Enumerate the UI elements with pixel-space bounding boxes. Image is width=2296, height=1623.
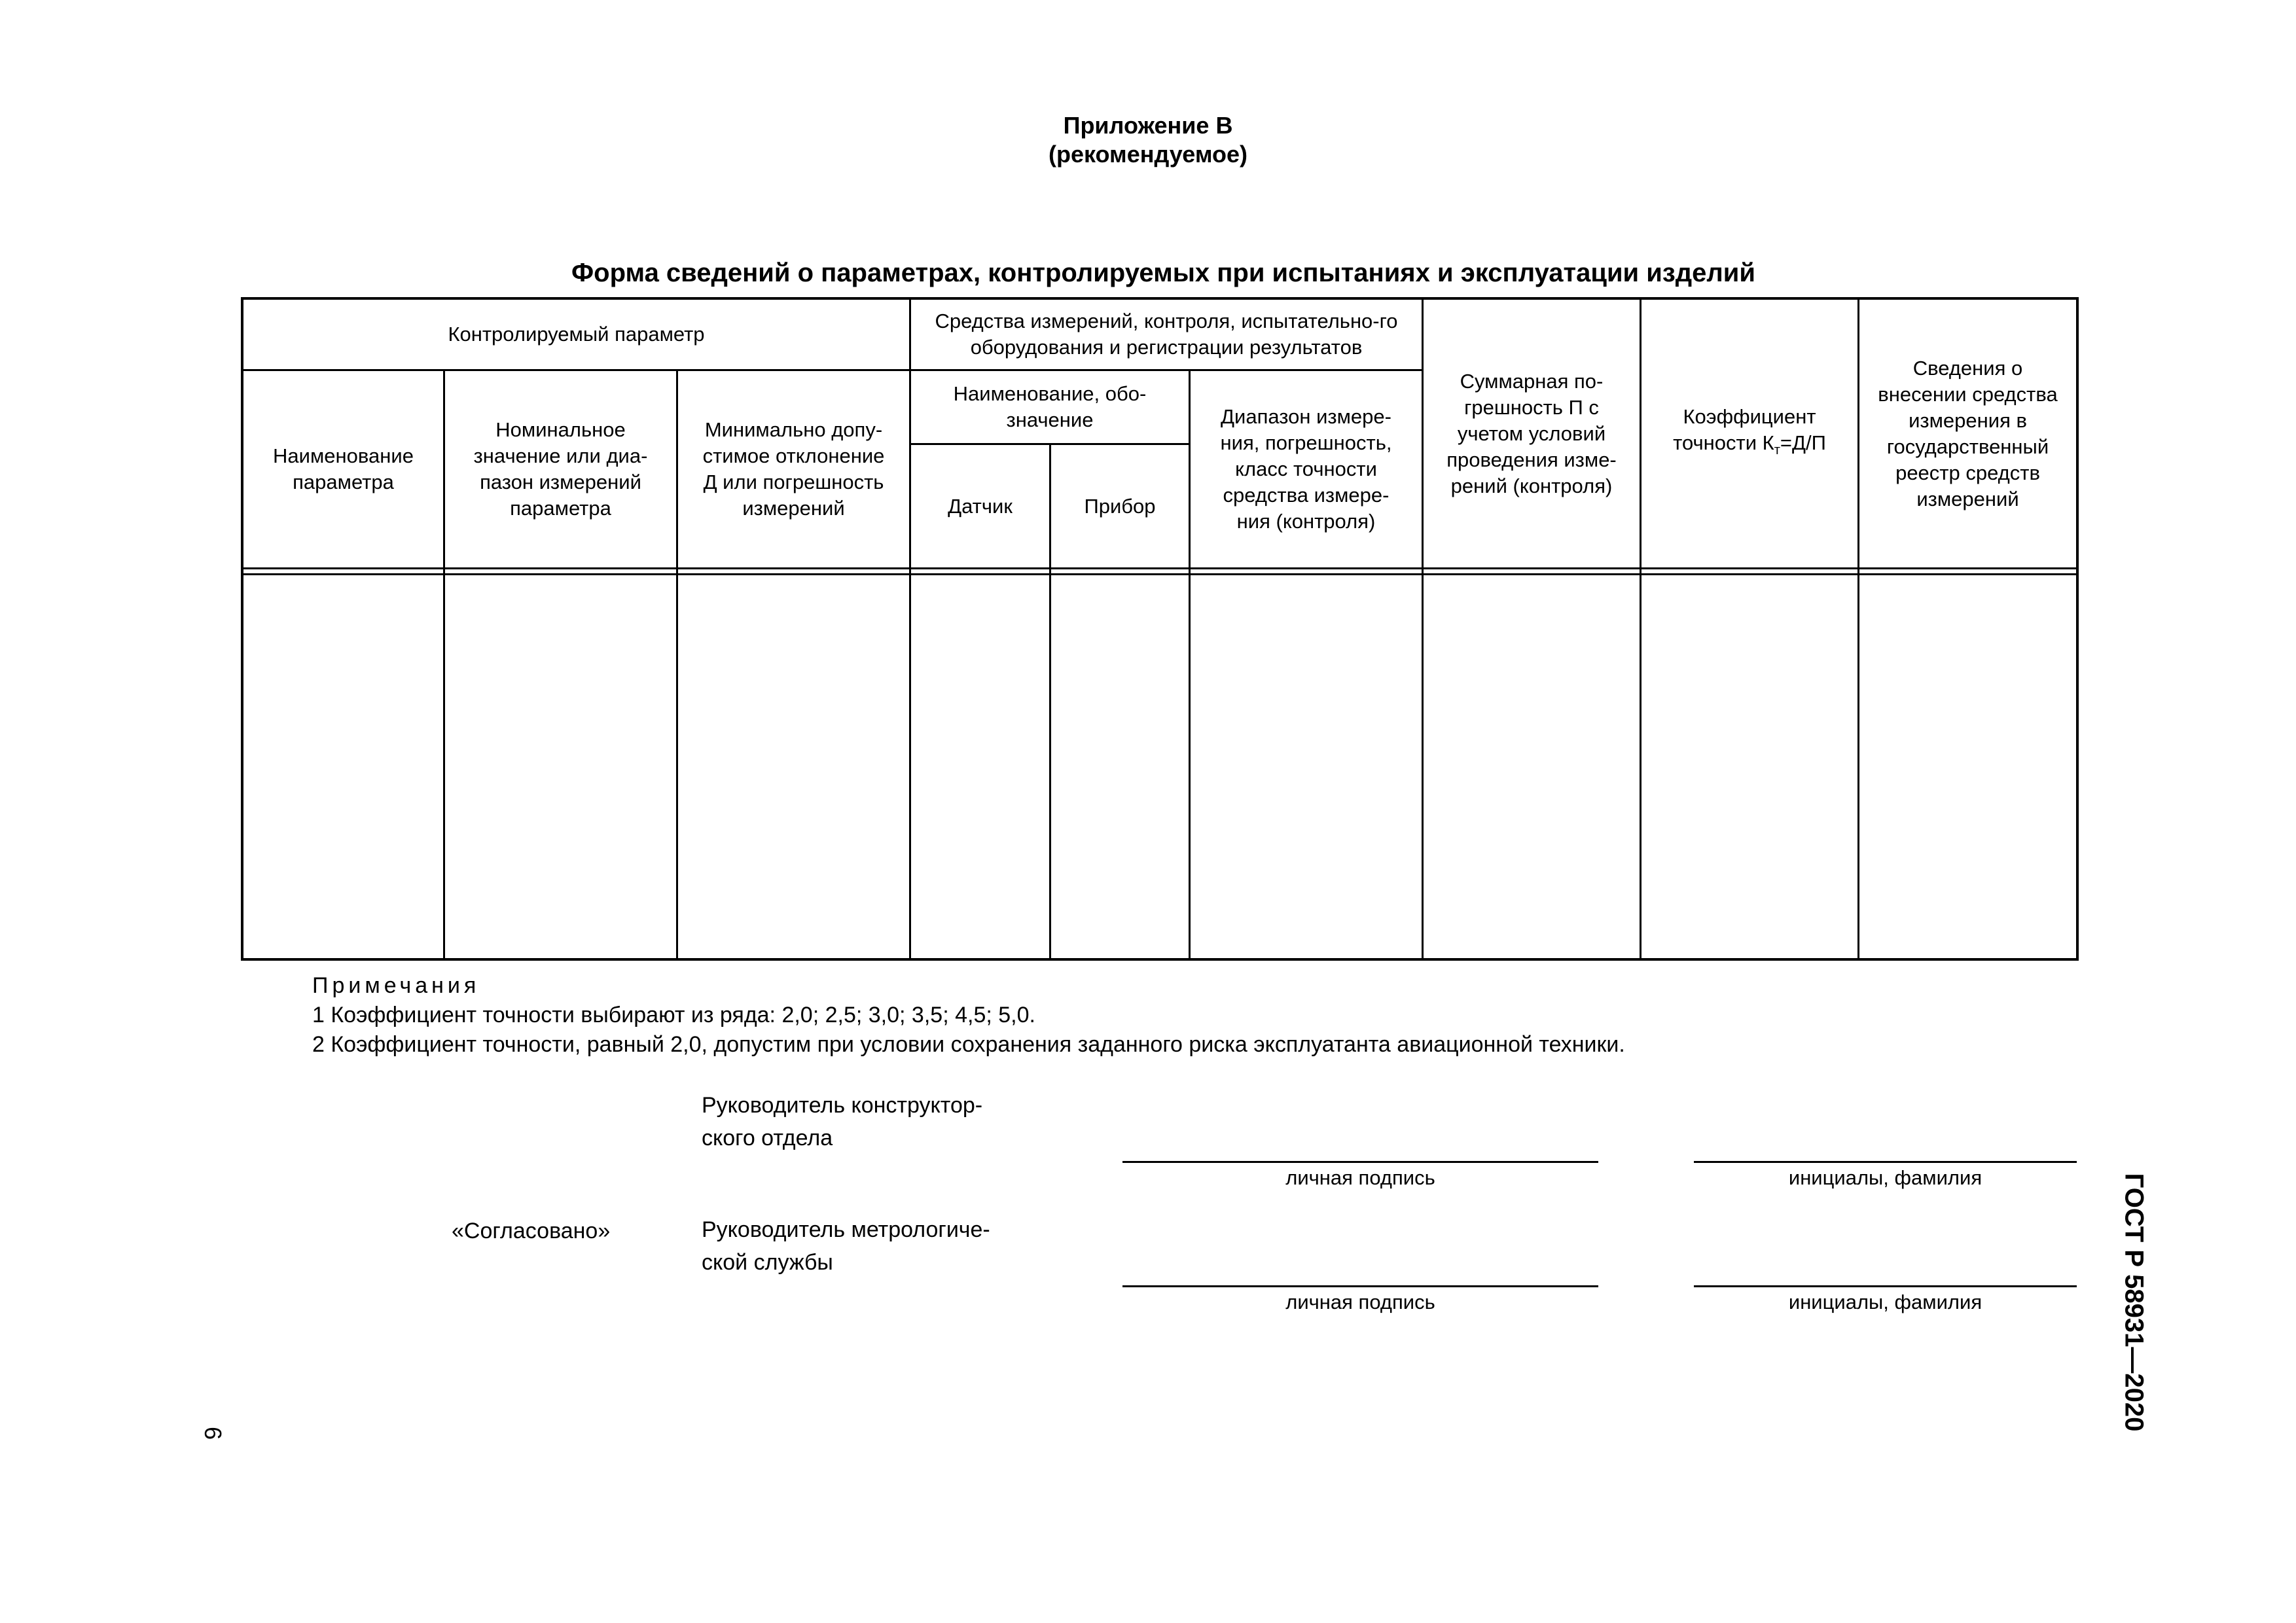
- header-nominal-value: Номинальное значение или диа-пазон измерений параметра: [473, 418, 648, 520]
- header-device: Прибор: [1084, 494, 1156, 518]
- coefficient-label: Коэффициент точности $К_т=Д/П$: [1673, 404, 1826, 458]
- head-design-line-2: ского отдела: [702, 1126, 833, 1150]
- note-1: 1 Коэффициент точности выбирают из ряда: 2,0; 2,5; 3,0; 3,5; 4,5; 5,0.: [312, 1003, 1035, 1027]
- header-param-name: Наименование параметра: [273, 444, 414, 493]
- header-bottom-line-1: [242, 567, 2079, 569]
- table-row[interactable]: [243, 575, 2076, 958]
- name-line-metrology[interactable]: [1694, 1285, 2077, 1287]
- note-2: 2 Коэффициент точности, равный 2,0, допустим при условии сохранения заданного риска эксплуатанта авиационной техники.: [312, 1032, 1625, 1057]
- signature-line-metrology[interactable]: [1122, 1285, 1598, 1287]
- page-number: [196, 1414, 229, 1453]
- table-border-right: [2076, 297, 2079, 961]
- header-range-accuracy: Диапазон измере-ния, погрешность, класс точности средства измере-ния (контроля): [1220, 405, 1392, 533]
- head-design-line-1: Руководитель конструктор-: [702, 1093, 983, 1118]
- appendix-label: Приложение В: [1063, 112, 1233, 139]
- name-caption-metrology: инициалы, фамилия: [1788, 1291, 1982, 1313]
- header-total-error: Суммарная по-грешность П с учетом условий проведения изме-рений (контроля): [1446, 369, 1617, 497]
- head-design-title: [702, 1089, 982, 1154]
- name-caption-design: инициалы, фамилия: [1788, 1166, 1982, 1189]
- table-border-bottom: [242, 958, 2079, 961]
- agreed-label: «Согласовано»: [452, 1219, 611, 1243]
- appendix-heading: [0, 111, 2296, 169]
- notes-heading: Примечания: [312, 973, 480, 998]
- header-sensor: Датчик: [948, 494, 1013, 518]
- head-metrology-line-2: ской службы: [702, 1250, 833, 1275]
- page-number-text: 6: [200, 1426, 226, 1440]
- standard-code-text: ГОСТ Р 58931—2020: [2119, 1173, 2149, 1432]
- signature-caption-design: личная подпись: [1285, 1166, 1435, 1189]
- head-metrology-line-1: Руководитель метрологиче-: [702, 1217, 990, 1242]
- standard-code: [2108, 1165, 2160, 1440]
- signature-caption-metrology: личная подпись: [1285, 1291, 1435, 1313]
- signature-line-design[interactable]: [1122, 1161, 1598, 1163]
- header-state-registry: Сведения о внесении средства измерения в государственный реестр средств измерений: [1878, 356, 2058, 510]
- appendix-status: (рекомендуемое): [1049, 141, 1247, 168]
- header-name-designation: Наименование, обо-значение: [953, 382, 1147, 431]
- name-line-design[interactable]: [1694, 1161, 2077, 1163]
- header-accuracy-coefficient: [1641, 300, 1857, 567]
- head-metrology-title: [702, 1213, 990, 1279]
- header-min-deviation: Минимально допу-стимое отклонение Д или погрешность измерений: [702, 418, 885, 520]
- header-measuring-means: Средства измерений, контроля, испытательно-го оборудования и регистрации результатов: [935, 310, 1398, 359]
- notes-block: [312, 971, 1625, 1060]
- header-controlled-parameter: Контролируемый параметр: [448, 323, 705, 346]
- form-title: Форма сведений о параметрах, контролируемых при испытаниях и эксплуатации изделий: [571, 259, 1755, 287]
